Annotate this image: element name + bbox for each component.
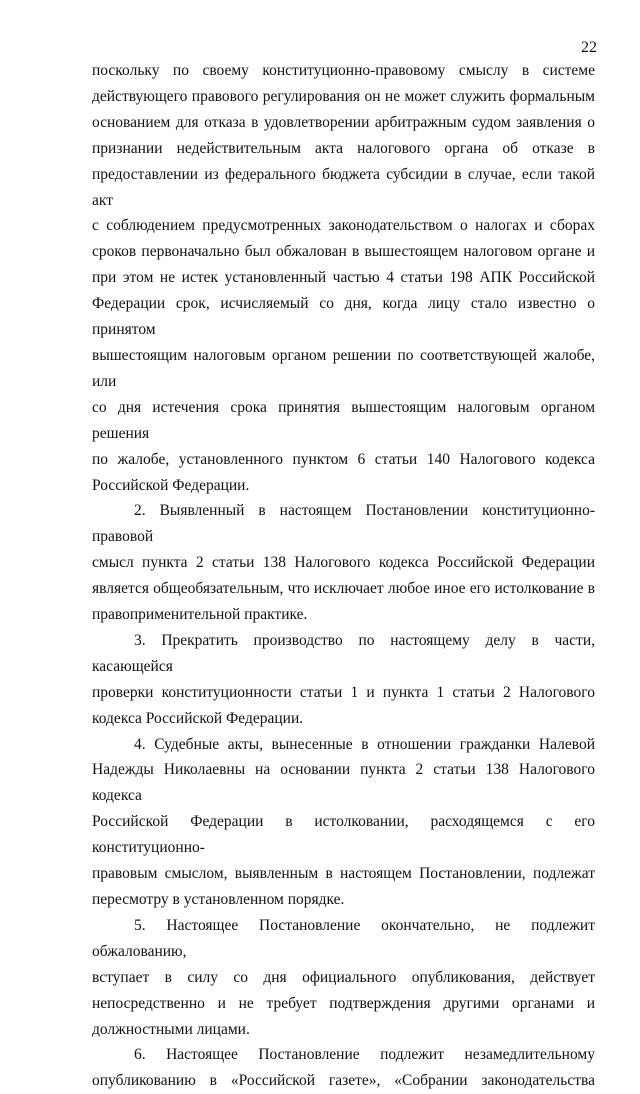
text-line: является общеобязательным, что исключает любое иное его истолкование в [92, 580, 595, 598]
text-line: правовым смыслом, выявленным в настоящем Постановлении, подлежат [92, 865, 595, 883]
text-line: Российской Федерации. [92, 476, 250, 494]
text-line: кодекса Российской Федерации. [92, 709, 304, 727]
text-line: действующего правового регулирования он не может служить формальным [92, 87, 595, 105]
text-line: смысл пункта 2 статьи 138 Налогового кодекса Российской Федерации [92, 554, 595, 572]
text-line: правоприменительной практике. [92, 606, 308, 624]
text-line: с соблюдением предусмотренных законодательством о налогах и сборах [92, 217, 595, 235]
text-line: предоставлении из федерального бюджета субсидии в случае, если такой акт [92, 165, 595, 209]
page-number: 22 [581, 39, 597, 56]
paragraph-item-6 [92, 1042, 595, 1094]
text-line: 6. Настоящее Постановление подлежит незамедлительному [134, 1046, 595, 1064]
text-line: Российской Федерации в истолковании, расходящемся с его конституционно- [92, 813, 595, 857]
text-line: 3. Прекратить производство по настоящему делу в части, касающейся [92, 631, 595, 675]
text-line: основанием для отказа в удовлетворении арбитражным судом заявления о [92, 113, 595, 131]
text-line: со дня истечения срока принятия вышестоящим налоговым органом решения [92, 398, 595, 442]
text-line: Федерации срок, исчисляемый со дня, когда лицу стало известно о принятом [92, 295, 595, 339]
text-line: проверки конституционности статьи 1 и пункта 1 статьи 2 Налогового [92, 683, 595, 701]
text-line: 4. Судебные акты, вынесенные в отношении гражданки Налевой [134, 735, 595, 753]
text-line: вступает в силу со дня официального опубликования, действует [92, 968, 595, 986]
text-line: вышестоящим налоговым органом решении по соответствующей жалобе, или [92, 346, 595, 390]
text-line: по жалобе, установленного пунктом 6 статьи 140 Налогового кодекса [92, 450, 595, 468]
text-line: Надежды Николаевны на основании пункта 2 статьи 138 Налогового кодекса [92, 761, 595, 805]
text-line: признании недействительным акта налогового органа об отказе в [92, 139, 595, 157]
text-line: непосредственно и не требует подтверждения другими органами и [92, 994, 595, 1012]
text-line: при этом не истек установленный частью 4 статьи 198 АПК Российской [92, 269, 595, 287]
text-line: должностными лицами. [92, 1020, 250, 1038]
text-line: 5. Настоящее Постановление окончательно, не подлежит обжалованию, [92, 916, 595, 960]
document-body [92, 58, 595, 1094]
text-line: поскольку по своему конституционно-правовому смыслу в системе [92, 62, 595, 79]
text-line: опубликованию в «Российской газете», «Собрании законодательства [92, 1072, 595, 1090]
paragraph-1-continuation [92, 58, 595, 498]
text-line: 2. Выявленный в настоящем Постановлении конституционно-правовой [92, 502, 595, 546]
text-line: сроков первоначально был обжалован в вышестоящем налоговом органе и [92, 243, 595, 261]
text-line: пересмотру в установленном порядке. [92, 891, 345, 908]
paragraph-item-2 [92, 498, 595, 628]
paragraph-item-5 [92, 913, 595, 1043]
paragraph-item-4 [92, 732, 595, 913]
paragraph-item-3 [92, 628, 595, 732]
